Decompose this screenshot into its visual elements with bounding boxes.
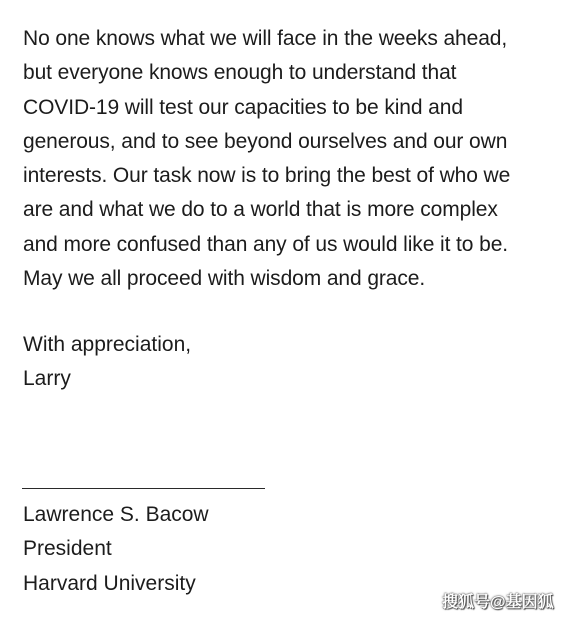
signoff-name: Larry [23, 367, 71, 391]
signature-line [22, 488, 265, 489]
letter-line: but everyone knows enough to understand that [23, 61, 457, 85]
signer-name: Lawrence S. Bacow [23, 503, 209, 526]
signer-organization: Harvard University [23, 571, 196, 595]
letter-line: generous, and to see beyond ourselves and our own [23, 129, 508, 153]
signature-block [23, 498, 209, 601]
letter-line: interests. Our task now is to bring the best of who we [23, 164, 511, 188]
closing-salutation: With appreciation, [23, 333, 192, 356]
signer-title: President [23, 537, 112, 561]
letter-line: COVID-19 will test our capacities to be kind and [23, 95, 463, 119]
letter-line: No one knows what we will face in the weeks ahead, [23, 27, 508, 50]
letter-closing [23, 328, 191, 397]
letter-body [23, 22, 558, 296]
watermark: 搜狐号@基因狐 [442, 594, 554, 611]
letter-line: and more confused than any of us would like it to be. [23, 232, 509, 256]
letter-line: are and what we do to a world that is more complex [23, 198, 498, 222]
letter-line: May we all proceed with wisdom and grace. [23, 267, 426, 291]
